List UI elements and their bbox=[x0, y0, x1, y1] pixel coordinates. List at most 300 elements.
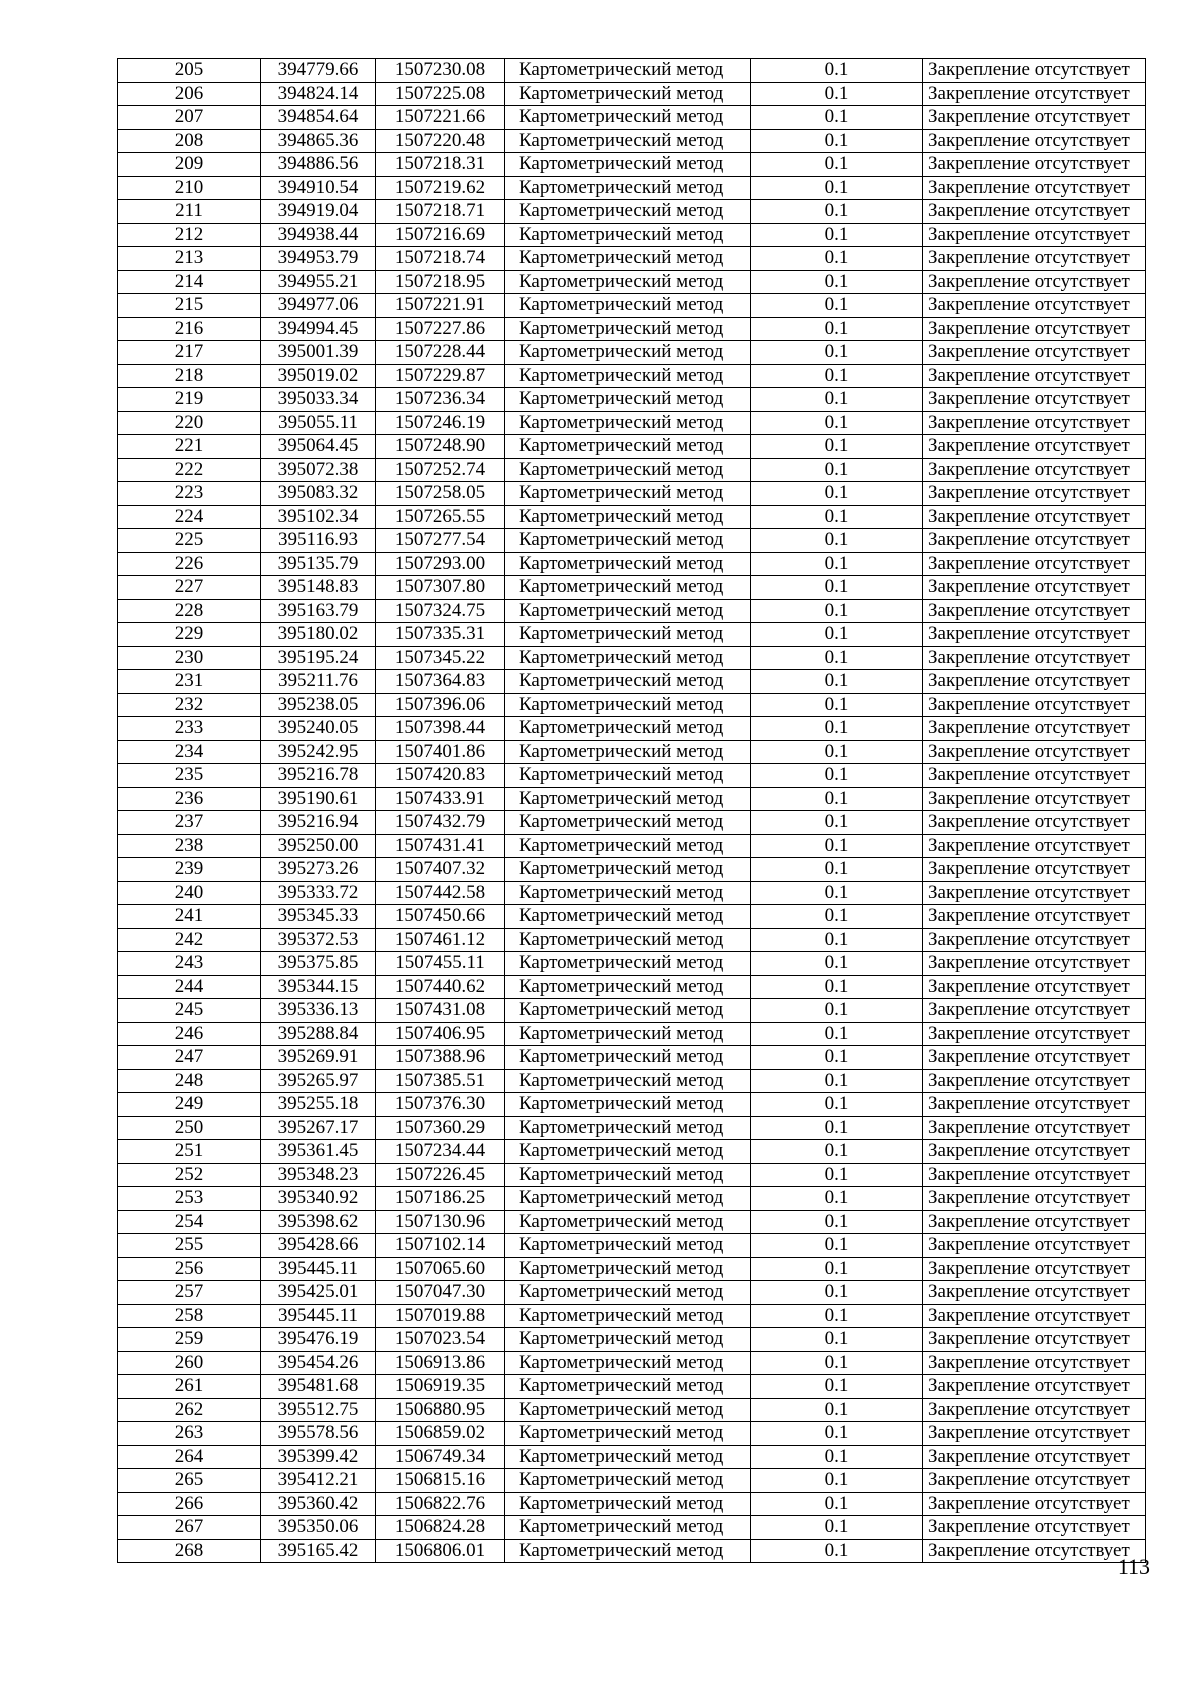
cell-method: Картометрический метод bbox=[505, 388, 751, 412]
cell-y-coordinate: 1507385.51 bbox=[376, 1069, 505, 1093]
cell-point-number: 225 bbox=[118, 529, 261, 553]
cell-y-coordinate: 1507440.62 bbox=[376, 975, 505, 999]
table-row bbox=[118, 1069, 1146, 1093]
cell-fixation: Закрепление отсутствует bbox=[923, 928, 1146, 952]
cell-method: Картометрический метод bbox=[505, 764, 751, 788]
cell-y-coordinate: 1507102.14 bbox=[376, 1234, 505, 1258]
cell-method: Картометрический метод bbox=[505, 740, 751, 764]
cell-point-number: 245 bbox=[118, 999, 261, 1023]
cell-accuracy: 0.1 bbox=[751, 787, 923, 811]
cell-y-coordinate: 1507258.05 bbox=[376, 482, 505, 506]
cell-fixation: Закрепление отсутствует bbox=[923, 1398, 1146, 1422]
cell-accuracy: 0.1 bbox=[751, 1469, 923, 1493]
cell-accuracy: 0.1 bbox=[751, 670, 923, 694]
cell-method: Картометрический метод bbox=[505, 505, 751, 529]
cell-point-number: 232 bbox=[118, 693, 261, 717]
cell-x-coordinate: 394865.36 bbox=[261, 129, 376, 153]
cell-y-coordinate: 1507335.31 bbox=[376, 623, 505, 647]
cell-fixation: Закрепление отсутствует bbox=[923, 999, 1146, 1023]
table-row bbox=[118, 247, 1146, 271]
cell-accuracy: 0.1 bbox=[751, 153, 923, 177]
cell-accuracy: 0.1 bbox=[751, 1116, 923, 1140]
cell-x-coordinate: 395180.02 bbox=[261, 623, 376, 647]
cell-y-coordinate: 1507220.48 bbox=[376, 129, 505, 153]
cell-method: Картометрический метод bbox=[505, 623, 751, 647]
cell-method: Картометрический метод bbox=[505, 1281, 751, 1305]
cell-x-coordinate: 395250.00 bbox=[261, 834, 376, 858]
cell-x-coordinate: 395135.79 bbox=[261, 552, 376, 576]
cell-x-coordinate: 395267.17 bbox=[261, 1116, 376, 1140]
cell-method: Картометрический метод bbox=[505, 1469, 751, 1493]
cell-accuracy: 0.1 bbox=[751, 458, 923, 482]
cell-method: Картометрический метод bbox=[505, 1398, 751, 1422]
cell-x-coordinate: 395428.66 bbox=[261, 1234, 376, 1258]
cell-x-coordinate: 395211.76 bbox=[261, 670, 376, 694]
cell-point-number: 226 bbox=[118, 552, 261, 576]
cell-point-number: 206 bbox=[118, 82, 261, 106]
cell-accuracy: 0.1 bbox=[751, 176, 923, 200]
cell-y-coordinate: 1507023.54 bbox=[376, 1328, 505, 1352]
cell-accuracy: 0.1 bbox=[751, 552, 923, 576]
cell-fixation: Закрепление отсутствует bbox=[923, 1140, 1146, 1164]
cell-x-coordinate: 395240.05 bbox=[261, 717, 376, 741]
cell-x-coordinate: 395165.42 bbox=[261, 1539, 376, 1563]
cell-x-coordinate: 395190.61 bbox=[261, 787, 376, 811]
cell-fixation: Закрепление отсутствует bbox=[923, 834, 1146, 858]
cell-fixation: Закрепление отсутствует bbox=[923, 1281, 1146, 1305]
cell-x-coordinate: 395375.85 bbox=[261, 952, 376, 976]
cell-y-coordinate: 1507277.54 bbox=[376, 529, 505, 553]
cell-accuracy: 0.1 bbox=[751, 599, 923, 623]
cell-y-coordinate: 1507396.06 bbox=[376, 693, 505, 717]
cell-point-number: 212 bbox=[118, 223, 261, 247]
cell-y-coordinate: 1507228.44 bbox=[376, 341, 505, 365]
cell-method: Картометрический метод bbox=[505, 341, 751, 365]
cell-accuracy: 0.1 bbox=[751, 999, 923, 1023]
cell-accuracy: 0.1 bbox=[751, 1046, 923, 1070]
cell-point-number: 256 bbox=[118, 1257, 261, 1281]
cell-fixation: Закрепление отсутствует bbox=[923, 599, 1146, 623]
cell-method: Картометрический метод bbox=[505, 834, 751, 858]
cell-point-number: 235 bbox=[118, 764, 261, 788]
table-row bbox=[118, 129, 1146, 153]
cell-method: Картометрический метод bbox=[505, 881, 751, 905]
cell-x-coordinate: 395265.97 bbox=[261, 1069, 376, 1093]
cell-y-coordinate: 1507265.55 bbox=[376, 505, 505, 529]
cell-accuracy: 0.1 bbox=[751, 764, 923, 788]
cell-method: Картометрический метод bbox=[505, 129, 751, 153]
cell-y-coordinate: 1507450.66 bbox=[376, 905, 505, 929]
cell-x-coordinate: 395360.42 bbox=[261, 1492, 376, 1516]
cell-point-number: 253 bbox=[118, 1187, 261, 1211]
cell-method: Картометрический метод bbox=[505, 787, 751, 811]
table-row bbox=[118, 435, 1146, 459]
table-row bbox=[118, 881, 1146, 905]
cell-accuracy: 0.1 bbox=[751, 1022, 923, 1046]
cell-accuracy: 0.1 bbox=[751, 646, 923, 670]
cell-fixation: Закрепление отсутствует bbox=[923, 1516, 1146, 1540]
table-row bbox=[118, 482, 1146, 506]
cell-accuracy: 0.1 bbox=[751, 623, 923, 647]
cell-x-coordinate: 395288.84 bbox=[261, 1022, 376, 1046]
cell-method: Картометрический метод bbox=[505, 247, 751, 271]
cell-y-coordinate: 1507236.34 bbox=[376, 388, 505, 412]
cell-fixation: Закрепление отсутствует bbox=[923, 106, 1146, 130]
cell-method: Картометрический метод bbox=[505, 458, 751, 482]
cell-fixation: Закрепление отсутствует bbox=[923, 294, 1146, 318]
cell-x-coordinate: 395001.39 bbox=[261, 341, 376, 365]
cell-point-number: 244 bbox=[118, 975, 261, 999]
table-row bbox=[118, 1163, 1146, 1187]
cell-accuracy: 0.1 bbox=[751, 482, 923, 506]
cell-accuracy: 0.1 bbox=[751, 529, 923, 553]
cell-x-coordinate: 394955.21 bbox=[261, 270, 376, 294]
table-row bbox=[118, 106, 1146, 130]
cell-accuracy: 0.1 bbox=[751, 1210, 923, 1234]
cell-accuracy: 0.1 bbox=[751, 435, 923, 459]
cell-method: Картометрический метод bbox=[505, 223, 751, 247]
cell-accuracy: 0.1 bbox=[751, 505, 923, 529]
cell-x-coordinate: 395512.75 bbox=[261, 1398, 376, 1422]
cell-accuracy: 0.1 bbox=[751, 740, 923, 764]
cell-method: Картометрический метод bbox=[505, 1422, 751, 1446]
cell-y-coordinate: 1506806.01 bbox=[376, 1539, 505, 1563]
cell-x-coordinate: 395195.24 bbox=[261, 646, 376, 670]
table-row bbox=[118, 411, 1146, 435]
cell-fixation: Закрепление отсутствует bbox=[923, 1093, 1146, 1117]
table-row bbox=[118, 646, 1146, 670]
cell-y-coordinate: 1507230.08 bbox=[376, 59, 505, 83]
cell-point-number: 215 bbox=[118, 294, 261, 318]
table-row bbox=[118, 1234, 1146, 1258]
cell-x-coordinate: 395273.26 bbox=[261, 858, 376, 882]
cell-method: Картометрический метод bbox=[505, 82, 751, 106]
cell-y-coordinate: 1507324.75 bbox=[376, 599, 505, 623]
cell-fixation: Закрепление отсутствует bbox=[923, 505, 1146, 529]
cell-fixation: Закрепление отсутствует bbox=[923, 82, 1146, 106]
cell-y-coordinate: 1507252.74 bbox=[376, 458, 505, 482]
cell-y-coordinate: 1507226.45 bbox=[376, 1163, 505, 1187]
cell-y-coordinate: 1507047.30 bbox=[376, 1281, 505, 1305]
table-row bbox=[118, 1422, 1146, 1446]
cell-point-number: 207 bbox=[118, 106, 261, 130]
cell-accuracy: 0.1 bbox=[751, 1187, 923, 1211]
cell-accuracy: 0.1 bbox=[751, 717, 923, 741]
table-row bbox=[118, 294, 1146, 318]
cell-x-coordinate: 395476.19 bbox=[261, 1328, 376, 1352]
cell-x-coordinate: 395333.72 bbox=[261, 881, 376, 905]
cell-y-coordinate: 1507218.31 bbox=[376, 153, 505, 177]
cell-x-coordinate: 395216.78 bbox=[261, 764, 376, 788]
cell-fixation: Закрепление отсутствует bbox=[923, 435, 1146, 459]
cell-point-number: 219 bbox=[118, 388, 261, 412]
cell-point-number: 229 bbox=[118, 623, 261, 647]
cell-y-coordinate: 1507186.25 bbox=[376, 1187, 505, 1211]
cell-fixation: Закрепление отсутствует bbox=[923, 1539, 1146, 1563]
cell-y-coordinate: 1507461.12 bbox=[376, 928, 505, 952]
cell-point-number: 250 bbox=[118, 1116, 261, 1140]
cell-x-coordinate: 394824.14 bbox=[261, 82, 376, 106]
cell-x-coordinate: 395340.92 bbox=[261, 1187, 376, 1211]
cell-point-number: 220 bbox=[118, 411, 261, 435]
cell-y-coordinate: 1507433.91 bbox=[376, 787, 505, 811]
cell-method: Картометрический метод bbox=[505, 1375, 751, 1399]
cell-method: Картометрический метод bbox=[505, 1234, 751, 1258]
cell-fixation: Закрепление отсутствует bbox=[923, 411, 1146, 435]
table-row bbox=[118, 1398, 1146, 1422]
cell-x-coordinate: 395348.23 bbox=[261, 1163, 376, 1187]
cell-point-number: 238 bbox=[118, 834, 261, 858]
cell-point-number: 262 bbox=[118, 1398, 261, 1422]
table-row bbox=[118, 270, 1146, 294]
cell-accuracy: 0.1 bbox=[751, 1375, 923, 1399]
cell-y-coordinate: 1507246.19 bbox=[376, 411, 505, 435]
cell-accuracy: 0.1 bbox=[751, 1234, 923, 1258]
cell-point-number: 257 bbox=[118, 1281, 261, 1305]
cell-fixation: Закрепление отсутствует bbox=[923, 1304, 1146, 1328]
cell-fixation: Закрепление отсутствует bbox=[923, 1351, 1146, 1375]
cell-x-coordinate: 394994.45 bbox=[261, 317, 376, 341]
cell-fixation: Закрепление отсутствует bbox=[923, 670, 1146, 694]
cell-method: Картометрический метод bbox=[505, 999, 751, 1023]
table-row bbox=[118, 834, 1146, 858]
cell-fixation: Закрепление отсутствует bbox=[923, 717, 1146, 741]
cell-accuracy: 0.1 bbox=[751, 59, 923, 83]
table-row bbox=[118, 341, 1146, 365]
cell-fixation: Закрепление отсутствует bbox=[923, 317, 1146, 341]
cell-y-coordinate: 1507420.83 bbox=[376, 764, 505, 788]
cell-fixation: Закрепление отсутствует bbox=[923, 1492, 1146, 1516]
table-row bbox=[118, 693, 1146, 717]
cell-accuracy: 0.1 bbox=[751, 1422, 923, 1446]
cell-y-coordinate: 1507219.62 bbox=[376, 176, 505, 200]
cell-accuracy: 0.1 bbox=[751, 576, 923, 600]
cell-method: Картометрический метод bbox=[505, 717, 751, 741]
cell-method: Картометрический метод bbox=[505, 1539, 751, 1563]
cell-x-coordinate: 395072.38 bbox=[261, 458, 376, 482]
cell-method: Картометрический метод bbox=[505, 1140, 751, 1164]
cell-accuracy: 0.1 bbox=[751, 1069, 923, 1093]
cell-y-coordinate: 1507130.96 bbox=[376, 1210, 505, 1234]
cell-point-number: 265 bbox=[118, 1469, 261, 1493]
cell-accuracy: 0.1 bbox=[751, 294, 923, 318]
table-row bbox=[118, 1187, 1146, 1211]
table-row bbox=[118, 975, 1146, 999]
cell-x-coordinate: 395399.42 bbox=[261, 1445, 376, 1469]
cell-x-coordinate: 395344.15 bbox=[261, 975, 376, 999]
table-row bbox=[118, 1210, 1146, 1234]
table-row bbox=[118, 1046, 1146, 1070]
cell-accuracy: 0.1 bbox=[751, 247, 923, 271]
cell-accuracy: 0.1 bbox=[751, 388, 923, 412]
cell-method: Картометрический метод bbox=[505, 1093, 751, 1117]
cell-x-coordinate: 394886.56 bbox=[261, 153, 376, 177]
cell-point-number: 236 bbox=[118, 787, 261, 811]
table-row bbox=[118, 59, 1146, 83]
cell-y-coordinate: 1507442.58 bbox=[376, 881, 505, 905]
cell-fixation: Закрепление отсутствует bbox=[923, 693, 1146, 717]
cell-fixation: Закрепление отсутствует bbox=[923, 153, 1146, 177]
cell-accuracy: 0.1 bbox=[751, 270, 923, 294]
cell-method: Картометрический метод bbox=[505, 482, 751, 506]
table-row bbox=[118, 1140, 1146, 1164]
cell-method: Картометрический метод bbox=[505, 1351, 751, 1375]
table-row bbox=[118, 952, 1146, 976]
cell-accuracy: 0.1 bbox=[751, 129, 923, 153]
table-row bbox=[118, 364, 1146, 388]
coordinates-table-body bbox=[118, 59, 1146, 1563]
cell-x-coordinate: 395345.33 bbox=[261, 905, 376, 929]
cell-method: Картометрический метод bbox=[505, 411, 751, 435]
cell-method: Картометрический метод bbox=[505, 1257, 751, 1281]
cell-accuracy: 0.1 bbox=[751, 1257, 923, 1281]
table-row bbox=[118, 1116, 1146, 1140]
cell-method: Картометрический метод bbox=[505, 858, 751, 882]
cell-y-coordinate: 1507432.79 bbox=[376, 811, 505, 835]
cell-fixation: Закрепление отсутствует bbox=[923, 364, 1146, 388]
cell-method: Картометрический метод bbox=[505, 1022, 751, 1046]
table-row bbox=[118, 552, 1146, 576]
cell-method: Картометрический метод bbox=[505, 1328, 751, 1352]
cell-y-coordinate: 1507216.69 bbox=[376, 223, 505, 247]
table-row bbox=[118, 1445, 1146, 1469]
cell-x-coordinate: 395361.45 bbox=[261, 1140, 376, 1164]
cell-point-number: 233 bbox=[118, 717, 261, 741]
cell-x-coordinate: 395216.94 bbox=[261, 811, 376, 835]
cell-y-coordinate: 1507364.83 bbox=[376, 670, 505, 694]
table-row bbox=[118, 505, 1146, 529]
cell-x-coordinate: 394977.06 bbox=[261, 294, 376, 318]
cell-x-coordinate: 395578.56 bbox=[261, 1422, 376, 1446]
cell-point-number: 208 bbox=[118, 129, 261, 153]
cell-fixation: Закрепление отсутствует bbox=[923, 223, 1146, 247]
cell-method: Картометрический метод bbox=[505, 1516, 751, 1540]
table-row bbox=[118, 670, 1146, 694]
cell-x-coordinate: 395481.68 bbox=[261, 1375, 376, 1399]
cell-y-coordinate: 1507376.30 bbox=[376, 1093, 505, 1117]
cell-y-coordinate: 1507431.08 bbox=[376, 999, 505, 1023]
cell-method: Картометрический метод bbox=[505, 1210, 751, 1234]
cell-point-number: 210 bbox=[118, 176, 261, 200]
cell-fixation: Закрепление отсутствует bbox=[923, 482, 1146, 506]
cell-method: Картометрический метод bbox=[505, 975, 751, 999]
cell-fixation: Закрепление отсутствует bbox=[923, 458, 1146, 482]
cell-accuracy: 0.1 bbox=[751, 811, 923, 835]
table-row bbox=[118, 176, 1146, 200]
cell-x-coordinate: 395454.26 bbox=[261, 1351, 376, 1375]
cell-fixation: Закрепление отсутствует bbox=[923, 576, 1146, 600]
cell-y-coordinate: 1507225.08 bbox=[376, 82, 505, 106]
cell-fixation: Закрепление отсутствует bbox=[923, 787, 1146, 811]
cell-x-coordinate: 394854.64 bbox=[261, 106, 376, 130]
cell-point-number: 211 bbox=[118, 200, 261, 224]
cell-fixation: Закрепление отсутствует bbox=[923, 1422, 1146, 1446]
cell-method: Картометрический метод bbox=[505, 529, 751, 553]
cell-fixation: Закрепление отсутствует bbox=[923, 952, 1146, 976]
cell-fixation: Закрепление отсутствует bbox=[923, 764, 1146, 788]
table-row bbox=[118, 529, 1146, 553]
cell-point-number: 218 bbox=[118, 364, 261, 388]
cell-method: Картометрический метод bbox=[505, 364, 751, 388]
coordinates-table bbox=[117, 58, 1146, 1563]
cell-fixation: Закрепление отсутствует bbox=[923, 341, 1146, 365]
cell-accuracy: 0.1 bbox=[751, 928, 923, 952]
cell-accuracy: 0.1 bbox=[751, 106, 923, 130]
cell-point-number: 263 bbox=[118, 1422, 261, 1446]
table-row bbox=[118, 599, 1146, 623]
table-row bbox=[118, 905, 1146, 929]
cell-method: Картометрический метод bbox=[505, 59, 751, 83]
cell-point-number: 230 bbox=[118, 646, 261, 670]
cell-fixation: Закрепление отсутствует bbox=[923, 1022, 1146, 1046]
cell-point-number: 248 bbox=[118, 1069, 261, 1093]
cell-accuracy: 0.1 bbox=[751, 834, 923, 858]
cell-x-coordinate: 394919.04 bbox=[261, 200, 376, 224]
cell-point-number: 221 bbox=[118, 435, 261, 459]
cell-accuracy: 0.1 bbox=[751, 975, 923, 999]
cell-method: Картометрический метод bbox=[505, 1163, 751, 1187]
cell-fixation: Закрепление отсутствует bbox=[923, 200, 1146, 224]
cell-accuracy: 0.1 bbox=[751, 1398, 923, 1422]
cell-method: Картометрический метод bbox=[505, 811, 751, 835]
cell-point-number: 254 bbox=[118, 1210, 261, 1234]
cell-y-coordinate: 1507227.86 bbox=[376, 317, 505, 341]
cell-method: Картометрический метод bbox=[505, 1187, 751, 1211]
cell-accuracy: 0.1 bbox=[751, 341, 923, 365]
table-row bbox=[118, 1281, 1146, 1305]
cell-accuracy: 0.1 bbox=[751, 317, 923, 341]
cell-point-number: 268 bbox=[118, 1539, 261, 1563]
cell-method: Картометрический метод bbox=[505, 270, 751, 294]
table-row bbox=[118, 1492, 1146, 1516]
cell-point-number: 260 bbox=[118, 1351, 261, 1375]
cell-method: Картометрический метод bbox=[505, 200, 751, 224]
table-row bbox=[118, 1539, 1146, 1563]
cell-y-coordinate: 1507293.00 bbox=[376, 552, 505, 576]
table-row bbox=[118, 153, 1146, 177]
cell-point-number: 255 bbox=[118, 1234, 261, 1258]
cell-point-number: 247 bbox=[118, 1046, 261, 1070]
cell-y-coordinate: 1507065.60 bbox=[376, 1257, 505, 1281]
cell-fixation: Закрепление отсутствует bbox=[923, 858, 1146, 882]
cell-point-number: 223 bbox=[118, 482, 261, 506]
cell-x-coordinate: 394953.79 bbox=[261, 247, 376, 271]
cell-method: Картометрический метод bbox=[505, 435, 751, 459]
cell-point-number: 227 bbox=[118, 576, 261, 600]
cell-point-number: 216 bbox=[118, 317, 261, 341]
cell-fixation: Закрепление отсутствует bbox=[923, 1116, 1146, 1140]
cell-x-coordinate: 395083.32 bbox=[261, 482, 376, 506]
cell-fixation: Закрепление отсутствует bbox=[923, 1163, 1146, 1187]
cell-point-number: 266 bbox=[118, 1492, 261, 1516]
cell-accuracy: 0.1 bbox=[751, 1516, 923, 1540]
cell-accuracy: 0.1 bbox=[751, 411, 923, 435]
cell-point-number: 228 bbox=[118, 599, 261, 623]
cell-point-number: 242 bbox=[118, 928, 261, 952]
page-number: 113 bbox=[1117, 1554, 1150, 1579]
table-row bbox=[118, 764, 1146, 788]
cell-fixation: Закрепление отсутствует bbox=[923, 623, 1146, 647]
cell-fixation: Закрепление отсутствует bbox=[923, 646, 1146, 670]
cell-x-coordinate: 395398.62 bbox=[261, 1210, 376, 1234]
cell-method: Картометрический метод bbox=[505, 1069, 751, 1093]
cell-accuracy: 0.1 bbox=[751, 82, 923, 106]
cell-x-coordinate: 395163.79 bbox=[261, 599, 376, 623]
cell-point-number: 239 bbox=[118, 858, 261, 882]
cell-x-coordinate: 394938.44 bbox=[261, 223, 376, 247]
cell-y-coordinate: 1507221.66 bbox=[376, 106, 505, 130]
cell-y-coordinate: 1507019.88 bbox=[376, 1304, 505, 1328]
